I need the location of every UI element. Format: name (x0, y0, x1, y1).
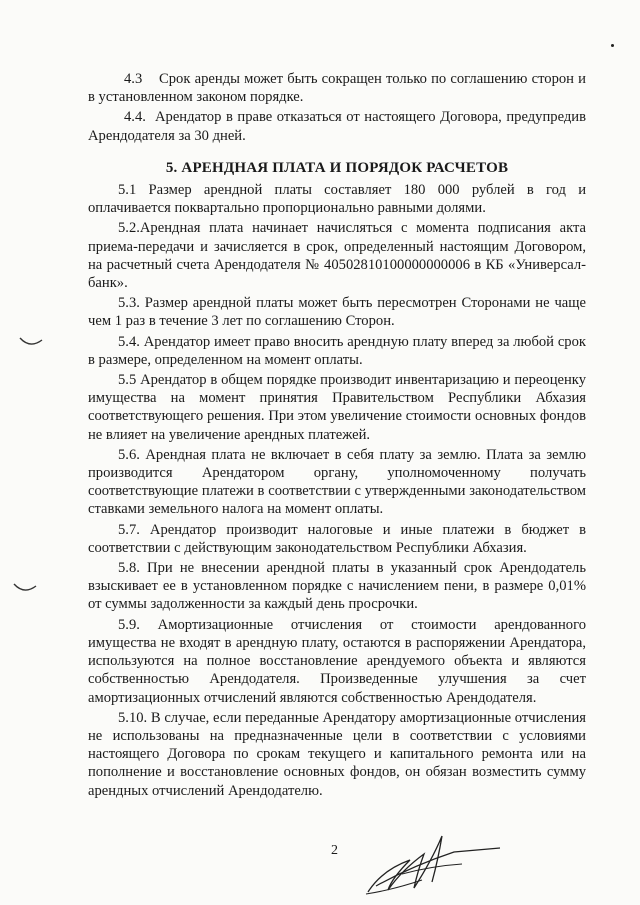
clause-5-3: 5.3. Размер арендной платы может быть пересмотрен Сторонами не чаще чем 1 раз в течение 3 лет по соглашению Сторон. (88, 295, 586, 330)
clause-5-2: 5.2.Арендная плата начинает начисляться с момента подписания акта приема-передачи и зачисляется в срок, определенный настоящим Договором, на расчетный счета Арендодателя № 40502810100000000006 в КБ «Универсал-банк». (88, 220, 586, 292)
clause-5-9: 5.9. Амортизационные отчисления от стоимости арендованного имущества не входят в арендную плату, остаются в распоряжении Арендатора, используются на полное восстановление арендуемого объекта и являются собственностью Арендодателя. Произведенные улучшения за счет амортизационных отчислений являются собственностью Арендодателя. (88, 616, 586, 706)
clause-5-10: 5.10. В случае, если переданные Арендатору амортизационные отчисления не использованы на предназначенные цели в соответствии с условиями настоящего Договора по срокам текущего и капитального ремонта или на пополнение и восстановление основных фондов, он обязан возместить сумму арендных отчислений Арендодателю. (88, 709, 586, 799)
punch-mark-icon (18, 336, 44, 350)
clause-5-6: 5.6. Арендная плата не включает в себя плату за землю. Плата за землю производится Арендатором органу, уполномоченному получать соответствующие платежи в соответствии с утвержденными законодательством ставками земельного налога на момент оплаты. (88, 446, 586, 518)
document-body (88, 70, 586, 802)
clause-5-4: 5.4. Арендатор имеет право вносить арендную плату вперед за любой срок в размере, определенном на момент оплаты. (88, 333, 586, 368)
punch-mark-icon (12, 582, 38, 596)
clause-5-1: 5.1 Размер арендной платы составляет 180 000 рублей в год и оплачивается поквартально пропорционально равными долями. (88, 182, 586, 217)
clause-4-3: 4.3 Срок аренды может быть сокращен только по соглашению сторон и в установленном законом порядке. (88, 71, 586, 106)
scan-speck (611, 44, 614, 47)
section-title: 5. АРЕНДНАЯ ПЛАТА И ПОРЯДОК РАСЧЕТОВ (165, 159, 509, 176)
clause-5-7: 5.7. Арендатор производит налоговые и иные платежи в бюджет в соответствии с действующим законодательством Республики Абхазия. (88, 521, 586, 556)
signature-icon (362, 830, 502, 898)
clause-5-8: 5.8. При не внесении арендной платы в указанный срок Арендодатель взыскивает ее в установленном порядке с начислением пени, в размере 0,01% от суммы задолженности за каждый день просрочки. (88, 560, 586, 613)
page-number: 2 (331, 843, 338, 858)
clause-4-4: 4.4. Арендатор в праве отказаться от настоящего Договора, предупредив Арендодателя за 30 дней. (88, 109, 586, 144)
clause-5-5: 5.5 Арендатор в общем порядке производит инвентаризацию и переоценку имущества на момент принятия Правительством Республики Абхазия соответствующего решения. При этом увеличение стоимости основных фондов не влияет на увеличение арендных платежей. (88, 372, 586, 443)
